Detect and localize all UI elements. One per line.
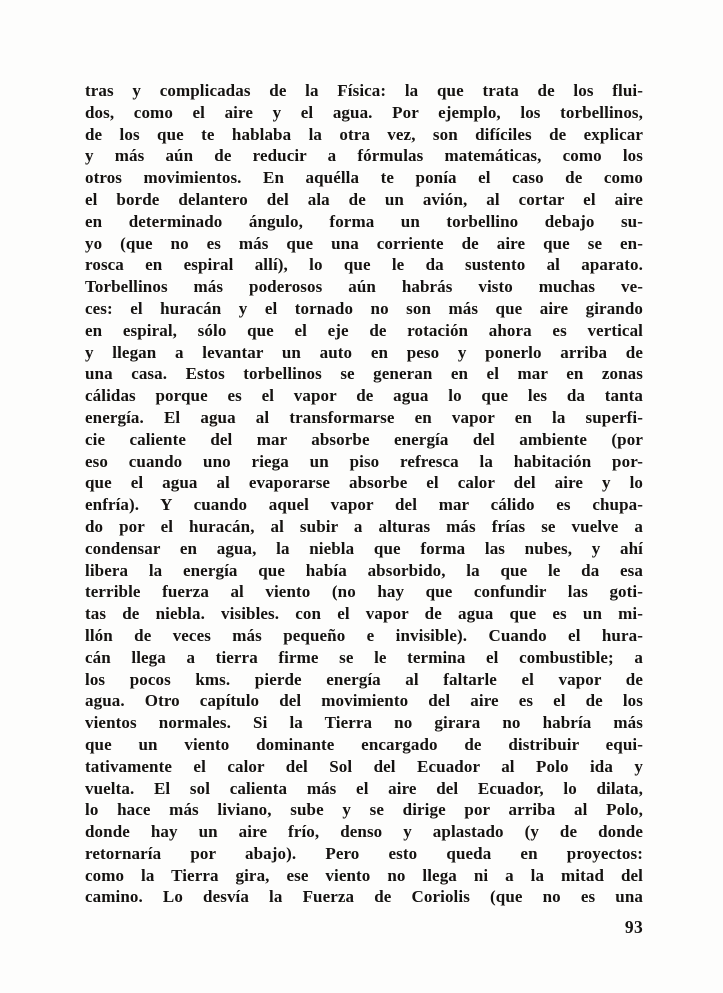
text-line: rosca en espiral allí), lo que le da sustento al aparato. — [85, 255, 643, 275]
text-line: en espiral, sólo que el eje de rotación ahora es vertical — [85, 320, 643, 340]
text-line: como la Tierra gira, ese viento no llega ni a la mitad del — [85, 865, 643, 885]
text-line: vuelta. El sol calienta más el aire del Ecuador, lo dilata, — [85, 778, 643, 798]
text-line: eso cuando uno riega un piso refresca la habitación por- — [85, 451, 643, 471]
text-line: cie caliente del mar absorbe energía del ambiente (por — [85, 429, 643, 449]
text-line: una casa. Estos torbellinos se generan en el mar en zonas — [85, 364, 643, 384]
text-line: vientos normales. Si la Tierra no girara no habría más — [85, 713, 643, 733]
text-line: otros movimientos. En aquélla te ponía el caso de como — [85, 168, 643, 188]
page-number: 93 — [624, 917, 643, 937]
text-line: energía. El agua al transformarse en vapor en la superfi- — [85, 407, 643, 427]
text-line: el borde delantero del ala de un avión, al cortar el aire — [85, 189, 643, 209]
text-line: lo hace más liviano, sube y se dirige por arriba al Polo, — [85, 800, 643, 820]
text-line: que el agua al evaporarse absorbe el calor del aire y lo — [85, 473, 643, 493]
text-line: retornaría por abajo). Pero esto queda en proyectos: — [85, 843, 643, 863]
paragraph-text — [85, 80, 643, 908]
text-line: cálidas porque es el vapor de agua lo que les da tanta — [85, 386, 643, 406]
text-line: los pocos kms. pierde energía al faltarle el vapor de — [85, 669, 643, 689]
text-line: dos, como el aire y el agua. Por ejemplo, los torbellinos, — [85, 102, 643, 122]
text-line: terrible fuerza al viento (no hay que confundir las goti- — [85, 582, 643, 602]
text-line: do por el huracán, al subir a alturas más frías se vuelve a — [85, 516, 643, 536]
text-line: y más aún de reducir a fórmulas matemáticas, como los — [85, 146, 643, 166]
text-line: en determinado ángulo, forma un torbellino debajo su- — [85, 211, 643, 231]
text-line: donde hay un aire frío, denso y aplastado (y de donde — [85, 822, 643, 842]
text-line: camino. Lo desvía la Fuerza de Coriolis (que no es una — [85, 887, 643, 907]
text-line: ces: el huracán y el tornado no son más que aire girando — [85, 298, 643, 318]
text-line: agua. Otro capítulo del movimiento del aire es el de los — [85, 691, 643, 711]
text-line: cán llega a tierra firme se le termina el combustible; a — [85, 647, 643, 667]
text-line: tas de niebla. visibles. con el vapor de agua que es un mi- — [85, 604, 643, 624]
text-line: tras y complicadas de la Física: la que trata de los flui- — [85, 81, 643, 100]
text-line: libera la energía que había absorbido, la que le da esa — [85, 560, 643, 580]
text-line: y llegan a levantar un auto en peso y ponerlo arriba de — [85, 342, 643, 362]
text-line: yo (que no es más que una corriente de aire que se en- — [85, 233, 643, 253]
text-line: enfría). Y cuando aquel vapor del mar cálido es chupa- — [85, 495, 643, 515]
text-line: llón de veces más pequeño e invisible). Cuando el hura- — [85, 625, 643, 645]
text-line: que un viento dominante encargado de distribuir equi- — [85, 734, 643, 754]
text-line: condensar en agua, la niebla que forma las nubes, y ahí — [85, 538, 643, 558]
text-line: tativamente el calor del Sol del Ecuador al Polo ida y — [85, 756, 643, 776]
text-line: de los que te hablaba la otra vez, son difíciles de explicar — [85, 124, 643, 144]
text-line: Torbellinos más poderosos aún habrás visto muchas ve- — [85, 277, 643, 297]
